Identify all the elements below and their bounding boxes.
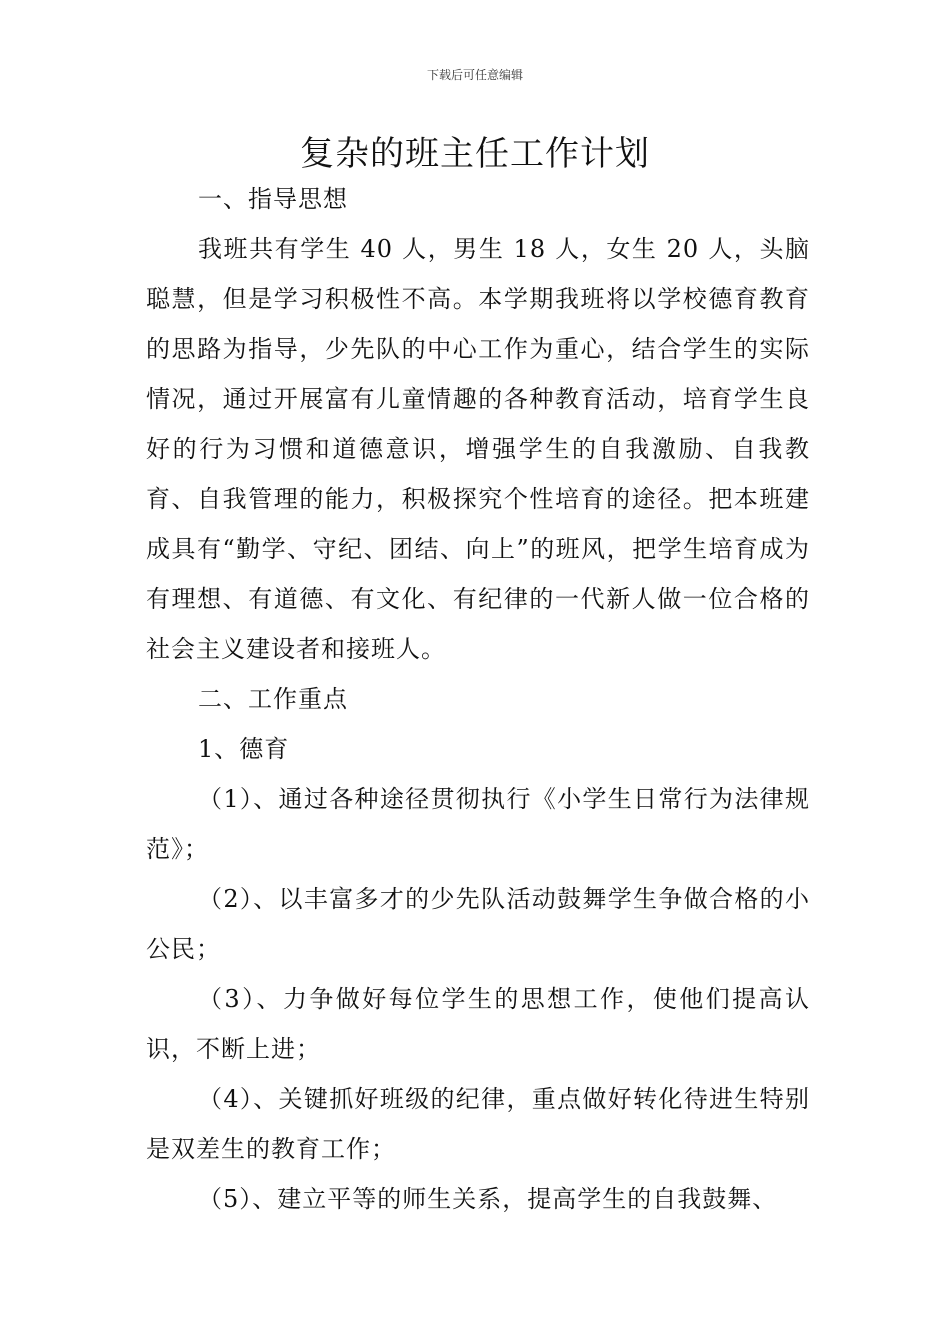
paragraph-guiding-thought: 我班共有学生 40 人，男生 18 人，女生 20 人，头脑聪慧，但是学习积极性不高。本学期我班将以学校德育教育的思路为指导，少先队的中心工作为重心，结合学生的实际情况，通过开展富有儿童情趣的各种教育活动，培育学生良好的行为习惯和道德意识，增强学生的自我激励、自我教育、自我管理的能力，积极探究个性培育的途径。把本班建成具有“勤学、守纪、团结、向上”的班风，把学生培育成为有理想、有道德、有文化、有纪律的一代新人做一位合格的社会主义建设者和接班人。 bbox=[146, 235, 810, 663]
list-item-4: （4）、关键抓好班级的纪律，重点做好转化待进生特别是双差生的教育工作； bbox=[146, 1085, 810, 1163]
document-title: 复杂的班主任工作计划 bbox=[300, 134, 650, 174]
header-note: 下载后可任意编辑 bbox=[426, 68, 523, 82]
subheading-moral-education: 1、德育 bbox=[198, 735, 290, 763]
section-heading-guiding-thought: 一、指导思想 bbox=[198, 185, 348, 213]
document-body bbox=[146, 174, 810, 1224]
list-item-3: （3）、力争做好每位学生的思想工作，使他们提高认识，不断上进； bbox=[146, 985, 810, 1063]
list-item-5: （5）、建立平等的师生关系，提高学生的自我鼓舞、 bbox=[198, 1185, 778, 1213]
list-item-1: （1）、通过各种途径贯彻执行《小学生日常行为法律规范》； bbox=[146, 785, 810, 863]
section-heading-work-focus: 二、工作重点 bbox=[198, 685, 348, 713]
list-item-2: （2）、以丰富多才的少先队活动鼓舞学生争做合格的小公民； bbox=[146, 885, 810, 963]
